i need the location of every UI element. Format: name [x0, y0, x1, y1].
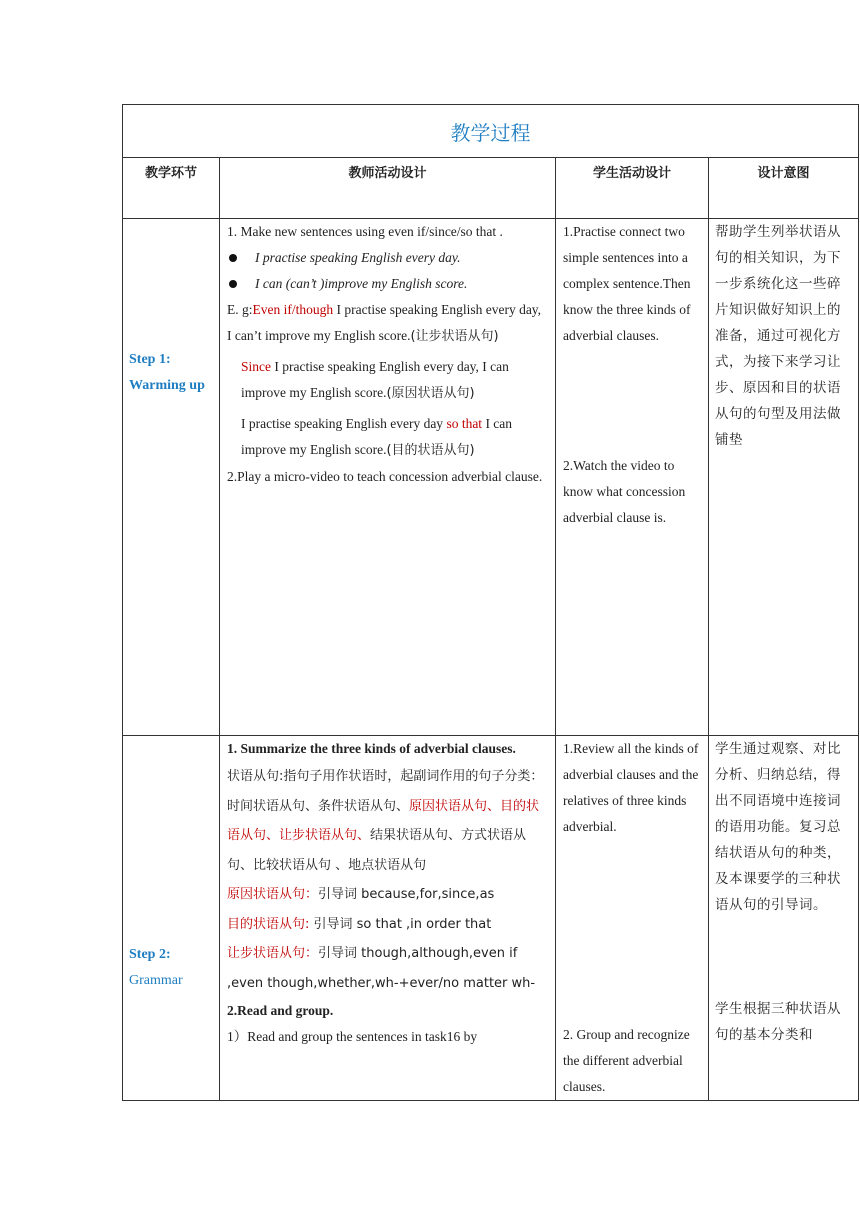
header-teacher-activity: 教师活动设计: [348, 166, 427, 181]
header-stage: 教学环节: [144, 166, 197, 181]
teaching-process-table: [122, 104, 859, 1101]
step1-teacher-activity: 1. Make new sentences using even if/since/so that . I practise speaking English every day. I can (can’t )improve my English score. E. g:Even if/though I practise speaking English every day, I can’t improve my English score.(让步状语从句) Since I practise speaking English every day, I can improve my English score.(原因状语从句) I practise speaking English every day so that I can improve my English score.(目的状语从句) 2.Play a micro-video to teach concession adverbial clause.: [227, 224, 543, 484]
bullet-icon: [229, 280, 237, 288]
header-student-activity: 学生活动设计: [592, 166, 671, 181]
table-title: 教学过程: [450, 120, 531, 145]
bullet-icon: [229, 254, 237, 262]
step1-design-intent: 帮助学生列举状语从句的相关知识，为下一步系统化这一些碎片知识做好知识上的准备，通过可视化方式，为接下来学习让步、原因和目的状语从句的句型及用法做铺垫: [715, 224, 841, 448]
step1-row: [123, 219, 859, 736]
step2-label: Step 2: Grammar: [123, 942, 219, 994]
step2-design-intent: 学生通过观察、对比分析、归纳总结，得出不同语境中连接词的语用功能。复习总结状语从句的种类，及本课要学的三种状语从句的引导词。 学生根据三种状语从句的基本分类和: [715, 741, 841, 1043]
step2-teacher-activity: 1. Summarize the three kinds of adverbial clauses. 状语从句:指句子用作状语时，起副词作用的句子分类：时间状语从句、条件状语从句、原因状语从句、目的状语从句、让步状语从句、结果状语从句、方式状语从句、比较状语从句 、地点状语从句 原因状语从句：引导词 because,for,since,as 目的状语从句: 引导词 so that ,in order that 让步状语从句：引导词 though,although,even if ,even though,whether,wh-+ever/no matter wh- 2.Read and group. 1）Read and group the sentences in task16 by: [227, 741, 544, 1044]
header-row: [123, 158, 859, 219]
step1-name: Warming up: [129, 378, 205, 393]
step2-student-activity: 1.Review all the kinds of adverbial clauses and the relatives of three kinds adverbial. 2. Group and recognize the different adverbial clauses.: [563, 741, 699, 1094]
header-design-intent: 设计意图: [757, 166, 810, 181]
step1-label: Step 1: Warming up: [123, 347, 219, 399]
step2-row: [123, 736, 859, 1101]
table-title-cell: [123, 105, 859, 158]
step1-student-activity: 1.Practise connect two simple sentences into a complex sentence.Then know the three kinds of adverbial clauses. 2.Watch the video to know what concession adverbial clause is.: [563, 224, 691, 525]
step2-name: Grammar: [129, 973, 183, 988]
